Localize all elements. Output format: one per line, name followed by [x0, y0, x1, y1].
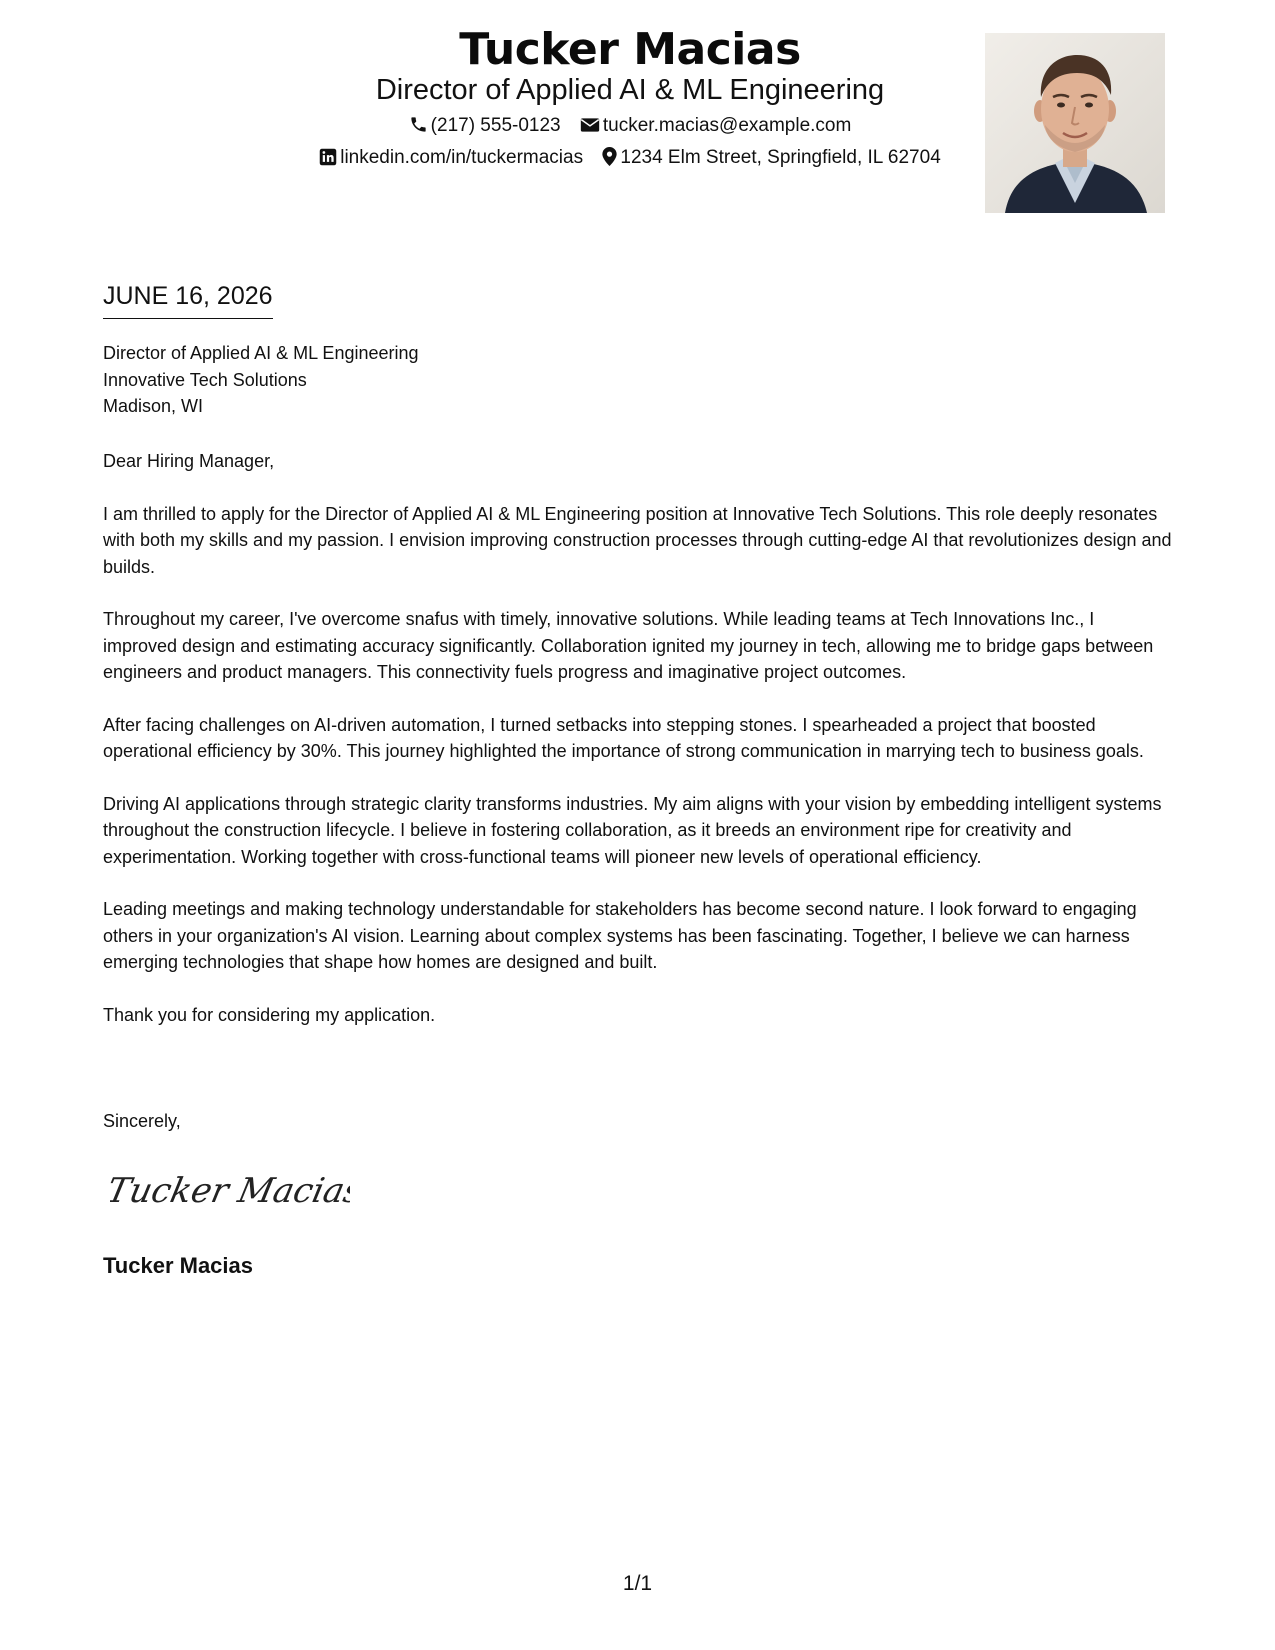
contact-phone[interactable]	[409, 112, 561, 140]
letter-body	[103, 448, 1173, 1054]
profile-photo	[985, 33, 1165, 213]
closing-line: Sincerely,	[103, 1111, 181, 1131]
portrait-illustration	[985, 33, 1165, 213]
contact-email[interactable]	[580, 112, 851, 140]
signer-name: Tucker Macias	[103, 1253, 254, 1278]
envelope-icon	[580, 116, 600, 134]
candidate-title: Director of Applied AI & ML Engineering	[375, 74, 885, 106]
body-paragraph: Leading meetings and making technology understandable for stakeholders has become second nature. I look forward to engaging others in your organization's AI vision. Learning about complex systems has been fascinating. Together, I believe we can harness emerging technologies that shape how homes are designed and built.	[103, 899, 1137, 972]
recipient-company: Innovative Tech Solutions	[103, 369, 307, 390]
thank-you-line: Thank you for considering my application.	[103, 1004, 436, 1025]
body-paragraph: Driving AI applications through strategic clarity transforms industries. My aim aligns with your vision by embedding intelligent systems throughout the construction lifecycle. I believe in fostering collaboration, as it breeds an environment ripe for creativity and experimentation. Working together with cross-functional teams will pioneer new levels of operational efficiency.	[103, 793, 1162, 867]
contact-linkedin[interactable]	[319, 144, 583, 172]
signature-script: Tucker Macias	[110, 1171, 350, 1211]
body-paragraph: Throughout my career, I've overcome snafus with timely, innovative solutions. While leading teams at Tech Innovations Inc., I improved design and estimating accuracy significantly. Collaboration ignited my journey in tech, allowing me to bridge gaps between engineers and product managers. This connectivity fuels progress and imaginative project outcomes.	[103, 609, 1154, 682]
letter-date: JUNE 16, 2026	[103, 280, 273, 319]
salutation: Dear Hiring Manager,	[103, 451, 275, 471]
resume-header	[0, 22, 1275, 222]
recipient-block	[103, 340, 419, 420]
linkedin-icon	[319, 148, 337, 166]
email-text: tucker.macias@example.com	[602, 115, 852, 136]
contact-address	[602, 144, 940, 172]
recipient-position: Director of Applied AI & ML Engineering	[103, 343, 419, 363]
recipient-location: Madison, WI	[103, 396, 204, 416]
address-text: 1234 Elm Street, Springfield, IL 62704	[620, 147, 941, 168]
body-paragraph: After facing challenges on AI-driven automation, I turned setbacks into stepping stones. I spearheaded a project that boosted operational efficiency by 30%. This journey highlighted the importance of strong communication in marrying tech to business goals.	[103, 714, 1144, 761]
linkedin-text: linkedin.com/in/tuckermacias	[340, 147, 584, 168]
map-pin-icon	[602, 147, 617, 166]
page-number: 1/1	[622, 1572, 653, 1595]
phone-icon	[409, 115, 428, 134]
candidate-name: Tucker Macias	[459, 24, 801, 75]
body-paragraph: I am thrilled to apply for the Director of Applied AI & ML Engineering position at Innovative Tech Solutions. This role deeply resonates with both my skills and my passion. I envision improving construction processes through cutting-edge AI that revolutionizes design and builds.	[103, 503, 1172, 577]
phone-text: (217) 555-0123	[430, 115, 561, 136]
handwritten-signature	[110, 1160, 350, 1225]
